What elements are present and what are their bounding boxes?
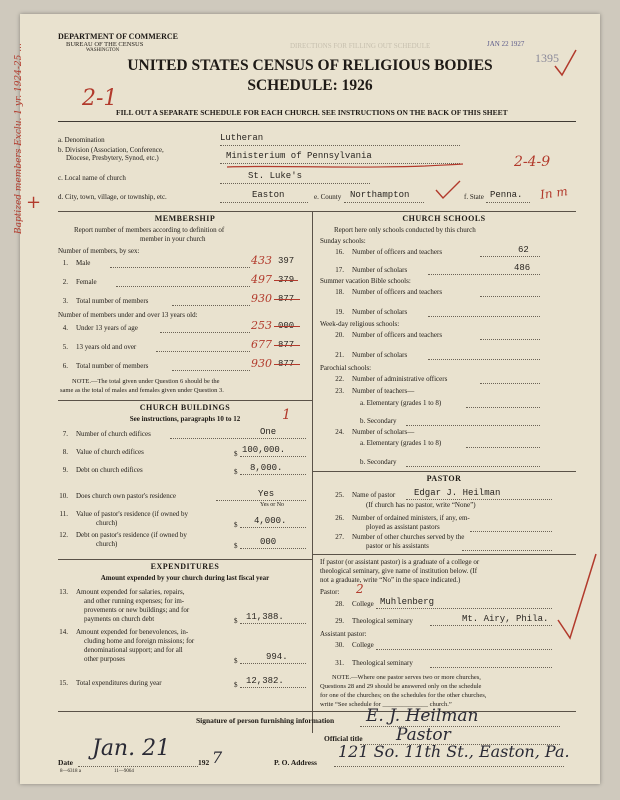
dollar-sign-9: $	[234, 468, 238, 476]
q8-number: 8.	[62, 448, 68, 456]
edifice-value-label: Value of church edifices	[76, 448, 144, 456]
dollar-sign-8: $	[234, 450, 238, 458]
total-members-old-value: 877	[278, 294, 295, 304]
asst-college-label: College	[352, 641, 374, 649]
female-new-value: 497	[251, 273, 272, 286]
sunday-schools-label: Sunday schools:	[320, 237, 366, 245]
under-13-old-value: 000	[278, 321, 295, 331]
membership-intro-1: Report number of members according to definition of	[74, 226, 225, 234]
residence-debt-value: 000	[260, 537, 277, 547]
q23a-label: a. Elementary (grades 1 to 8)	[360, 399, 442, 407]
q24-label: Number of scholars—	[352, 428, 415, 436]
summer-schools-label: Summer vacation Bible schools:	[320, 277, 411, 285]
city-label: d. City, town, village, or township, etc.	[58, 193, 167, 201]
graduate-note-1: If pastor (or assistant pastor) is a graduate of a college or	[320, 558, 480, 566]
margin-red-note: Baptized members Exclu. 1 yr. 1924-25 ...	[14, 43, 24, 234]
q29-number: 29.	[335, 617, 344, 625]
form-instruction: FILL OUT A SEPARATE SCHEDULE FOR EACH CHURCH. SEE INSTRUCTIONS ON THE BACK OF THIS SHEET	[116, 108, 508, 117]
over-13-old-value: 877	[278, 340, 295, 350]
pastor-name-hint: (If church has no pastor, write “None”)	[366, 501, 476, 509]
state-label: f. State	[464, 193, 484, 201]
q11-number: 11.	[59, 510, 68, 518]
q28-number: 28.	[335, 600, 344, 608]
parochial-schools-label: Parochial schools:	[320, 364, 372, 372]
residence-value-label-1: Value of pastor's residence (if owned by	[76, 510, 189, 518]
expenditures-heading: EXPENDITURES	[150, 562, 220, 571]
q14-label-3: denominational support; and for all	[84, 646, 183, 654]
q23-number: 23.	[335, 387, 344, 395]
q17-number: 17.	[335, 266, 344, 274]
church-edifices-value: One	[260, 427, 277, 437]
q14-value: 994.	[266, 652, 288, 662]
q6-number: 6.	[62, 362, 68, 370]
q22-number: 22.	[335, 375, 344, 383]
q13-value: 11,388.	[246, 612, 284, 622]
owns-residence-hint: Yes or No	[260, 502, 285, 508]
q16-number: 16.	[335, 248, 344, 256]
q13-label-1: Amount expended for salaries, repairs,	[76, 588, 185, 596]
membership-heading: MEMBERSHIP	[154, 214, 216, 223]
q13-label-3: provements or new buildings; and for	[84, 606, 190, 614]
q31-number: 31.	[335, 659, 344, 667]
pastor-red-mark: 2	[356, 582, 364, 596]
red-mark-2-1: 2-1	[82, 86, 118, 111]
q26-number: 26.	[335, 514, 344, 522]
members-by-sex-label: Number of members, by sex:	[58, 247, 140, 255]
schedule-number: 1395	[535, 51, 559, 65]
faint-directions-text: DIRECTIONS FOR FILLING OUT SCHEDULE	[290, 42, 431, 50]
county-value: Northampton	[350, 190, 410, 200]
form-number: 8—6318 a	[60, 769, 81, 774]
red-check-top	[552, 48, 578, 78]
female-label: Female	[76, 278, 97, 286]
pastor-note-3: for one of the churches; on the schedules for the other churches,	[320, 692, 487, 699]
form-number-2: 11—9064	[114, 769, 134, 774]
division-label-2: Diocese, Presbytery, Synod, etc.)	[66, 154, 159, 162]
q25-number: 25.	[335, 491, 344, 499]
q21-label: Number of scholars	[352, 351, 408, 359]
q17-value: 486	[514, 263, 531, 273]
pastor-sub-label: Pastor:	[320, 588, 340, 596]
q3-number: 3.	[62, 297, 68, 305]
q15-label: Total expenditures during year	[76, 679, 162, 687]
signature-value: E. J. Heilman	[366, 706, 479, 726]
date-value: Jan. 21	[92, 736, 171, 761]
q14-number: 14.	[59, 628, 68, 636]
date-year-digit: 7	[212, 748, 223, 767]
weekday-schools-label: Week-day religious schools:	[320, 320, 400, 328]
total-members-2-old-value: 877	[278, 359, 295, 369]
q27-number: 27.	[335, 533, 344, 541]
q19-label: Number of scholars	[352, 308, 408, 316]
seminary-value: Mt. Airy, Phila.	[462, 614, 549, 624]
membership-note-2: same as the total of males and females given under Question 3.	[60, 387, 224, 394]
over-13-new-value: 677	[251, 338, 272, 351]
church-name-value: St. Luke's	[248, 171, 303, 181]
total-members-2-new-value: 930	[251, 357, 272, 370]
dollar-sign-14: $	[234, 657, 238, 665]
dollar-sign-11: $	[234, 521, 238, 529]
po-address-value: 121 So. 11th St., Easton, Pa.	[338, 742, 570, 761]
date-label: Date	[58, 758, 73, 767]
schools-intro: Report here only schools conducted by this church	[334, 226, 476, 234]
church-name-label: c. Local name of church	[58, 174, 126, 182]
total-members-new-value: 930	[251, 292, 272, 305]
membership-note-1: NOTE.—The total given under Question 6 should be the	[72, 378, 220, 385]
q10-number: 10.	[59, 492, 68, 500]
division-label-1: b. Division (Association, Conference,	[58, 146, 164, 154]
q13-label-2: and other running expenses; for im-	[84, 597, 185, 605]
under-13-label: Under 13 years of age	[76, 324, 138, 332]
q24a-label: a. Elementary (grades 1 to 8)	[360, 439, 442, 447]
male-new-value: 433	[251, 254, 272, 267]
male-label: Male	[76, 259, 91, 267]
under-13-new-value: 253	[251, 319, 272, 332]
dollar-sign-12: $	[234, 542, 238, 550]
q24-number: 24.	[335, 428, 344, 436]
q26-label-1: Number of ordained ministers, if any, em-	[352, 514, 470, 522]
pastor-note-4: write “See schedule for ______________ church.”	[320, 701, 452, 708]
red-code-division: 2-4-9	[514, 154, 551, 170]
q27-label-1: Number of other churches served by the	[352, 533, 465, 541]
members-by-age-label: Number of members under and over 13 years old:	[58, 311, 198, 319]
pastor-name-label: Name of pastor	[352, 491, 396, 499]
graduate-note-2: theological seminary, give name of institution below. (If	[320, 567, 478, 575]
q19-number: 19.	[335, 308, 344, 316]
dollar-sign-15: $	[234, 681, 238, 689]
q30-number: 30.	[335, 641, 344, 649]
q23-label: Number of teachers—	[352, 387, 415, 395]
owns-residence-label: Does church own pastor's residence	[76, 492, 177, 500]
owns-residence-value: Yes	[258, 489, 275, 499]
pastor-note-1: NOTE.—Where one pastor serves two or more churches,	[332, 674, 481, 681]
q26-label-2: ployed as assistant pastors	[366, 523, 440, 531]
female-old-value: 379	[278, 275, 295, 285]
total-members-2-label: Total number of members	[76, 362, 149, 370]
q22-label: Number of administrative officers	[352, 375, 448, 383]
city-label: WASHINGTON	[86, 48, 120, 53]
q18-number: 18.	[335, 288, 344, 296]
edifice-value-value: 100,000.	[242, 445, 286, 455]
state-value: Penna.	[490, 190, 523, 200]
assistant-pastor-label: Assistant pastor:	[320, 630, 367, 638]
signature-label: Signature of person furnishing information	[196, 716, 335, 725]
date-year-prefix: 192	[198, 758, 210, 767]
residence-value-value: 4,000.	[254, 516, 287, 526]
dollar-sign-13: $	[234, 617, 238, 625]
q12-number: 12.	[59, 531, 68, 539]
denomination-label: a. Denomination	[58, 136, 105, 144]
red-check-county	[434, 178, 462, 202]
membership-intro-2: member in your church	[140, 235, 206, 243]
edifice-debt-value: 8,000.	[250, 463, 283, 473]
census-schedule-sheet	[14, 14, 600, 784]
q9-number: 9.	[62, 466, 68, 474]
red-side-mark: In m	[539, 184, 569, 202]
q18-label: Number of officers and teachers	[352, 288, 443, 296]
q7-number: 7.	[62, 430, 68, 438]
buildings-heading: CHURCH BUILDINGS	[139, 403, 231, 412]
college-label: College	[352, 600, 374, 608]
q24b-label: b. Secondary	[360, 458, 397, 466]
official-title-value: Pastor	[396, 725, 451, 745]
q21-number: 21.	[335, 351, 344, 359]
residence-value-label-2: church)	[96, 519, 118, 527]
residence-debt-label-2: church)	[96, 540, 118, 548]
q14-label-4: other purposes	[84, 655, 126, 663]
division-value: Ministerium of Pennsylvania	[226, 151, 372, 161]
denomination-value: Lutheran	[220, 133, 264, 143]
q5-number: 5.	[62, 343, 68, 351]
po-address-label: P. O. Address	[274, 758, 317, 767]
male-old-value: 397	[278, 256, 295, 266]
department-label: DEPARTMENT OF COMMERCE	[58, 32, 179, 41]
q1-number: 1.	[62, 259, 68, 267]
q17-label: Number of scholars	[352, 266, 408, 274]
q13-number: 13.	[59, 588, 68, 596]
pastor-name-value: Edgar J. Heilman	[414, 488, 501, 498]
form-subtitle: SCHEDULE: 1926	[247, 77, 373, 94]
total-members-label: Total number of members	[76, 297, 149, 305]
schools-heading: CHURCH SCHOOLS	[402, 214, 486, 223]
q2-number: 2.	[62, 278, 68, 286]
edifice-debt-label: Debt on church edifices	[76, 466, 143, 474]
q14-label-1: Amount expended for benevolences, in-	[76, 628, 189, 636]
red-one-mark: 1	[282, 407, 291, 423]
form-title: UNITED STATES CENSUS OF RELIGIOUS BODIES	[127, 57, 493, 74]
q15-number: 15.	[59, 679, 68, 687]
pastor-note-2: Questions 28 and 29 should be answered only on the schedule	[320, 683, 482, 690]
q27-label-2: pastor or his assistants	[366, 542, 429, 550]
asst-seminary-label: Theological seminary	[352, 659, 413, 667]
church-edifices-label: Number of church edifices	[76, 430, 151, 438]
over-13-label: 13 years old and over	[76, 343, 137, 351]
q15-value: 12,382.	[246, 676, 284, 686]
expenditures-subheading: Amount expended by your church during last fiscal year	[100, 574, 270, 582]
bureau-label: BUREAU OF THE CENSUS	[66, 41, 144, 48]
q23b-label: b. Secondary	[360, 417, 397, 425]
official-title-label: Official title	[324, 734, 363, 743]
q16-label: Number of officers and teachers	[352, 248, 443, 256]
q20-label: Number of officers and teachers	[352, 331, 443, 339]
city-value: Easton	[252, 190, 285, 200]
residence-debt-label-1: Debt on pastor's residence (if owned by	[76, 531, 187, 539]
q4-number: 4.	[62, 324, 68, 332]
county-label: e. County	[314, 193, 342, 201]
graduate-note-3: not a graduate, write “No” in the space indicated.)	[320, 576, 461, 584]
q13-label-4: payments on church debt	[84, 615, 155, 623]
q14-label-2: cluding home and foreign missions; for	[84, 637, 195, 645]
q20-number: 20.	[335, 331, 344, 339]
college-value: Muhlenberg	[380, 597, 435, 607]
seminary-label: Theological seminary	[352, 617, 413, 625]
received-stamp: JAN 22 1927	[487, 40, 525, 48]
q16-value: 62	[518, 245, 529, 255]
red-check-pastor	[554, 550, 600, 642]
buildings-subheading: See instructions, paragraphs 10 to 12	[129, 415, 241, 423]
margin-red-plus: +	[26, 192, 42, 213]
pastor-heading: PASTOR	[426, 474, 462, 483]
